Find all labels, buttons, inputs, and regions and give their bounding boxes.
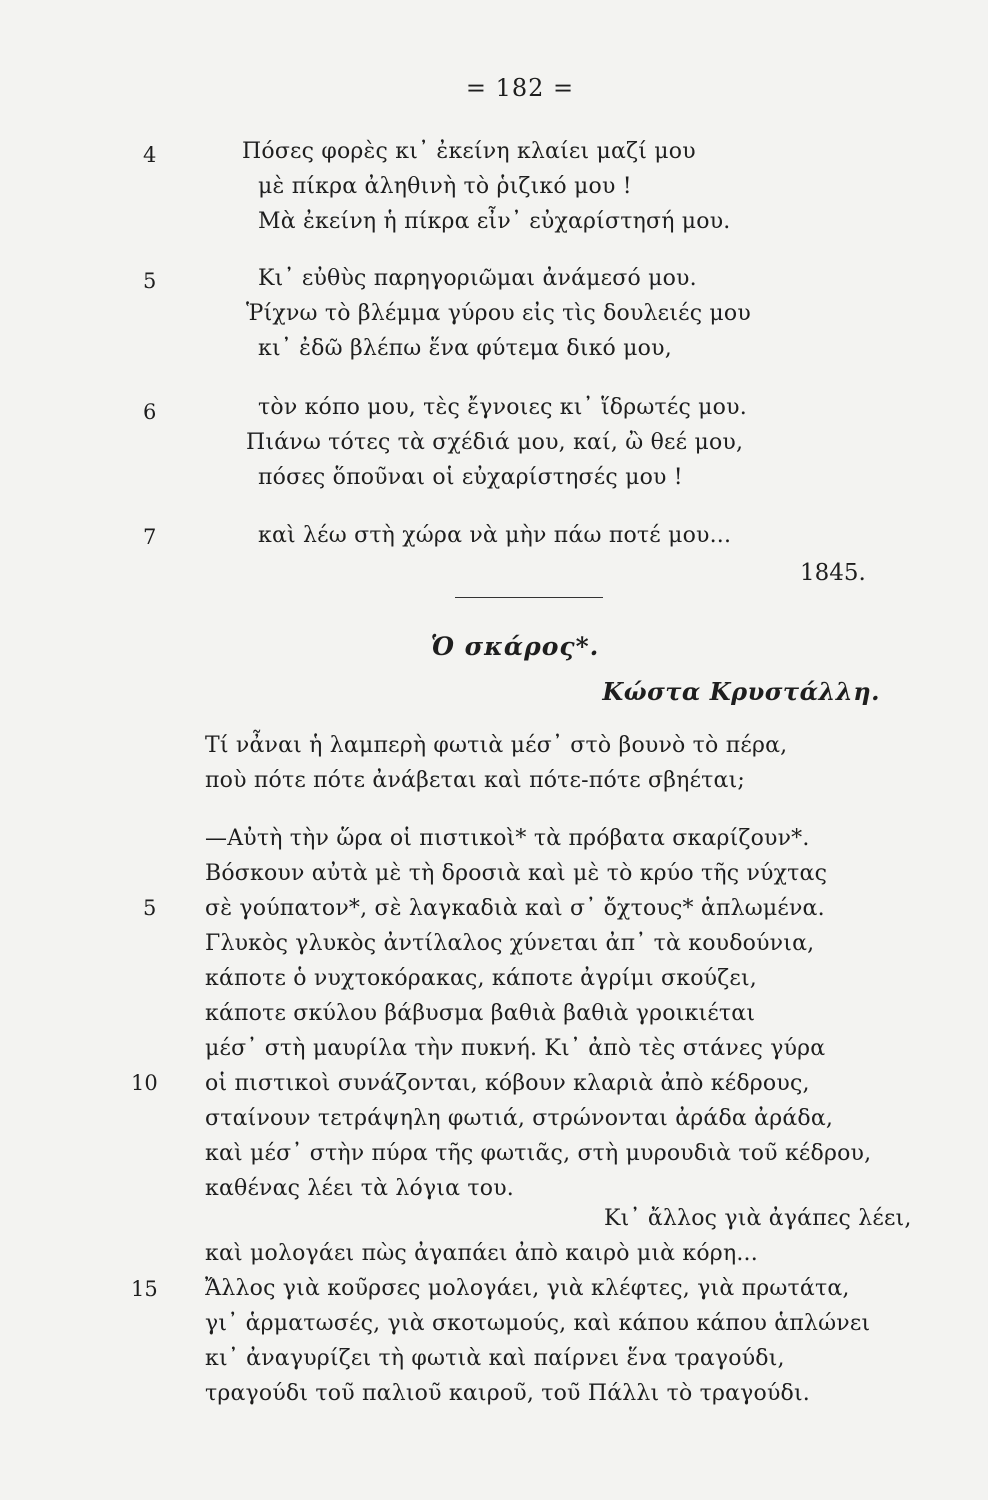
verse-line: κάποτε ὁ νυχτοκόρακας, κάποτε ἀγρίμι σκούζει, bbox=[205, 966, 757, 991]
verse-line: σταίνουν τετράψηλη φωτιά, στρώνονται ἀράδα ἀράδα, bbox=[205, 1106, 834, 1131]
verse-line: —Αὐτὴ τὴν ὥρα οἱ πιστικοὶ* τὰ πρόβατα σκαρίζουν*. bbox=[205, 826, 810, 851]
stanza-number: 5 bbox=[143, 269, 157, 293]
verse-line: καὶ μέσ᾿ στὴν πύρα τῆς φωτιᾶς, στὴ μυρουδιὰ του̃ κέδρου, bbox=[205, 1141, 872, 1166]
line-number: 10 bbox=[131, 1071, 158, 1095]
stanza-number: 7 bbox=[143, 525, 157, 549]
verse-line: κι᾿ ἀναγυρίζει τὴ φωτιὰ καὶ παίρνει ἕνα τραγούδι, bbox=[205, 1346, 785, 1371]
verse-line: Πιάνω τότες τὰ σχέδιά μου, καί, ὢ θεέ μου, bbox=[246, 430, 744, 455]
verse-line: Πόσες φορὲς κι᾿ ἐκείνη κλαίει μαζί μου bbox=[242, 139, 696, 164]
verse-line: Ἄλλος γιὰ κου̃ρσες μολογάει, γιὰ κλέφτες, γιὰ πρωτάτα, bbox=[205, 1276, 850, 1301]
verse-line: μέσ᾿ στὴ μαυρίλα τὴν πυκνή. Κι᾿ ἀπὸ τὲς στάνες γύρα bbox=[205, 1036, 826, 1061]
poem-author: Κώστα Κρυστάλλη. bbox=[602, 677, 880, 706]
verse-line: Ῥίχνω τὸ βλέμμα γύρου εἰς τὶς δουλειές μου bbox=[246, 301, 751, 326]
line-number: 15 bbox=[131, 1277, 158, 1301]
line-number: 5 bbox=[143, 896, 157, 920]
verse-line: σὲ γούπατον*, σὲ λαγκαδιὰ καὶ σ᾿ ὄχτους* ἁπλωμένα. bbox=[205, 896, 825, 921]
verse-line: Γλυκὸς γλυκὸς ἀντίλαλος χύνεται ἀπ᾿ τὰ κουδούνια, bbox=[205, 931, 815, 956]
verse-line: τὸν κόπο μου, τὲς ἔγνοιες κι᾿ ἵδρωτές μου. bbox=[258, 395, 747, 420]
verse-line: Τί νἆναι ἡ λαμπερὴ φωτιὰ μέσ᾿ στὸ βουνὸ τὸ πέρα, bbox=[205, 733, 788, 758]
verse-line: καθένας λέει τὰ λόγια του. bbox=[205, 1176, 514, 1201]
stanza-number: 4 bbox=[143, 143, 157, 167]
verse-line: κι᾿ ἐδῶ βλέπω ἕνα φύτεμα δικό μου, bbox=[258, 336, 672, 361]
verse-line: Κι᾿ εὐθὺς παρηγοριῶμαι ἀνάμεσό μου. bbox=[258, 266, 697, 291]
verse-line: καὶ λέω στὴ χώρα νὰ μὴν πάω ποτέ μου... bbox=[258, 523, 732, 548]
verse-line: ποὺ πότε πότε ἀνάβεται καὶ πότε-πότε σβηέται; bbox=[205, 768, 746, 793]
verse-line: καὶ μολογάει πὼς ἀγαπάει ἀπὸ καιρὸ μιὰ κόρη... bbox=[205, 1241, 758, 1266]
page-number: = 182 = bbox=[465, 74, 575, 102]
poem-title: Ὁ σκάρος*. bbox=[430, 632, 600, 661]
verse-line: οἱ πιστικοὶ συνάζονται, κόβουν κλαριὰ ἀπὸ κέδρους, bbox=[205, 1071, 810, 1096]
section-divider bbox=[455, 597, 603, 598]
stanza-number: 6 bbox=[143, 400, 157, 424]
verse-line: μὲ πίκρα ἀληθινὴ τὸ ῥιζικό μου ! bbox=[258, 174, 632, 199]
verse-line: Μὰ ἐκείνη ἡ πίκρα εἶν᾿ εὐχαρίστησή μου. bbox=[258, 209, 731, 234]
poem-date: 1845. bbox=[800, 560, 866, 586]
verse-line: Κι᾿ ἄλλος γιὰ ἀγάπες λέει, bbox=[604, 1206, 912, 1231]
verse-line: κάποτε σκύλου βάβυσμα βαθιὰ βαθιὰ γροικιέται bbox=[205, 1001, 756, 1026]
verse-line: τραγούδι του̃ παλιου̃ καιρου̃, του̃ Πάλλι τὸ τραγούδι. bbox=[205, 1381, 810, 1406]
verse-line: γι᾿ ἁρματωσές, γιὰ σκοτωμούς, καὶ κάπου κάπου ἁπλώνει bbox=[205, 1311, 871, 1336]
verse-line: πόσες ὅπου̃ναι οἱ εὐχαρίστησές μου ! bbox=[258, 465, 683, 490]
verse-line: Βόσκουν αὐτὰ μὲ τὴ δροσιὰ καὶ μὲ τὸ κρύο τῆς νύχτας bbox=[205, 861, 828, 886]
